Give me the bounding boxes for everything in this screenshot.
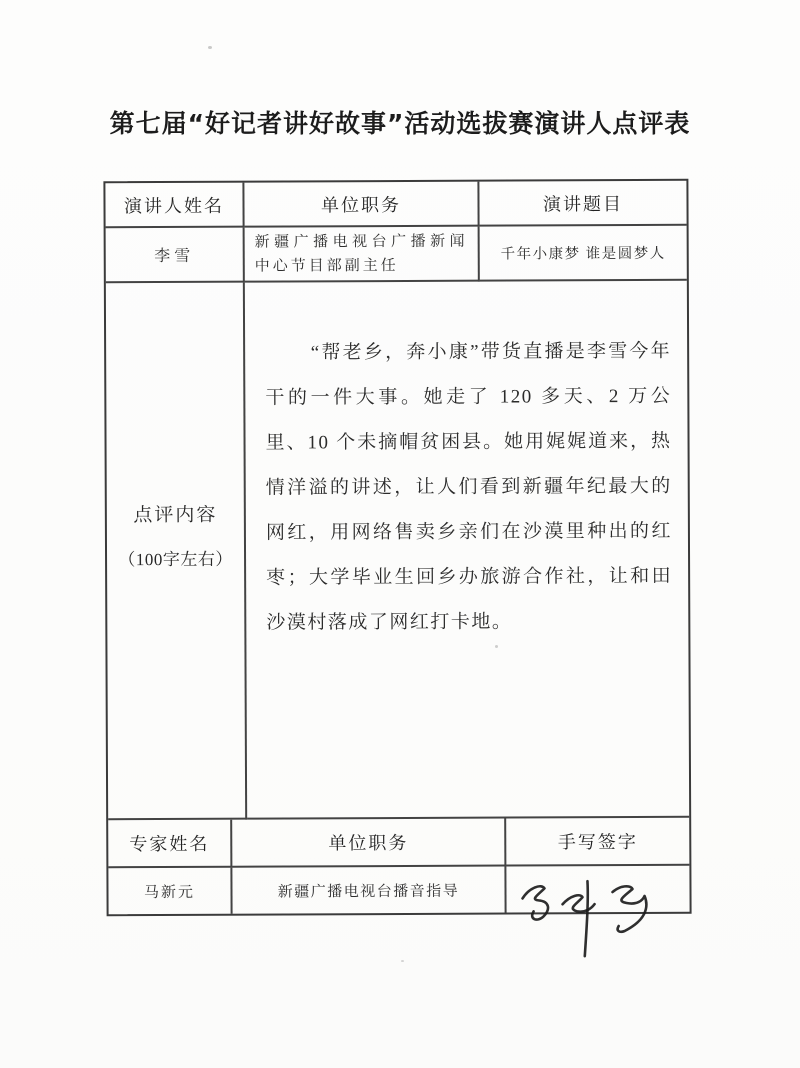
speaker-name-value: 李雪 (106, 228, 245, 284)
signature-cell (506, 866, 689, 913)
expert-name-value: 马新元 (108, 868, 232, 915)
evaluation-table (103, 179, 691, 917)
speaker-topic-value: 千年小康梦 谁是圆梦人 (480, 226, 687, 282)
comment-row (106, 281, 689, 821)
speaker-position-value: 新疆广播电视台广播新闻中心节目部副主任 (254, 233, 468, 275)
speaker-position-cell (245, 227, 480, 283)
speaker-header-row (105, 181, 686, 229)
expert-position-header: 单位职务 (232, 819, 506, 868)
form-title: 第七届“好记者讲好故事”活动选拔赛演讲人点评表 (109, 109, 691, 138)
speaker-topic-header: 演讲题目 (479, 181, 686, 227)
comment-label-cell (106, 283, 247, 821)
comment-label: 点评内容 (133, 504, 218, 526)
expert-header-row (108, 818, 689, 869)
speaker-position-header: 单位职务 (244, 182, 479, 228)
expert-position-value: 新疆广播电视台播音指导 (232, 867, 506, 914)
handwritten-signature (510, 868, 682, 961)
comment-text: “帮老乡，奔小康”带货直播是李雪今年干的一件大事。她走了 120 多天、2 万公里、10 个未摘帽贫困县。她用娓娓道来，热情洋溢的讲述，让人们看到新疆年纪最大的网红，用网络售卖乡亲们在沙漠里种出的红枣；大学毕业生回乡办旅游合作社，让和田沙漠村落成了网红打卡地。 (265, 340, 673, 634)
comment-word-limit: （100字左右） (118, 549, 233, 569)
speaker-name-header: 演讲人姓名 (105, 183, 244, 229)
expert-name-header: 专家姓名 (108, 820, 232, 869)
scan-speck (208, 46, 212, 49)
speaker-data-row (106, 226, 687, 284)
scan-speck (495, 645, 498, 648)
comment-body-cell (245, 281, 689, 820)
scan-speck (401, 960, 404, 962)
expert-data-row (108, 866, 689, 915)
signature-header: 手写签字 (506, 818, 689, 867)
